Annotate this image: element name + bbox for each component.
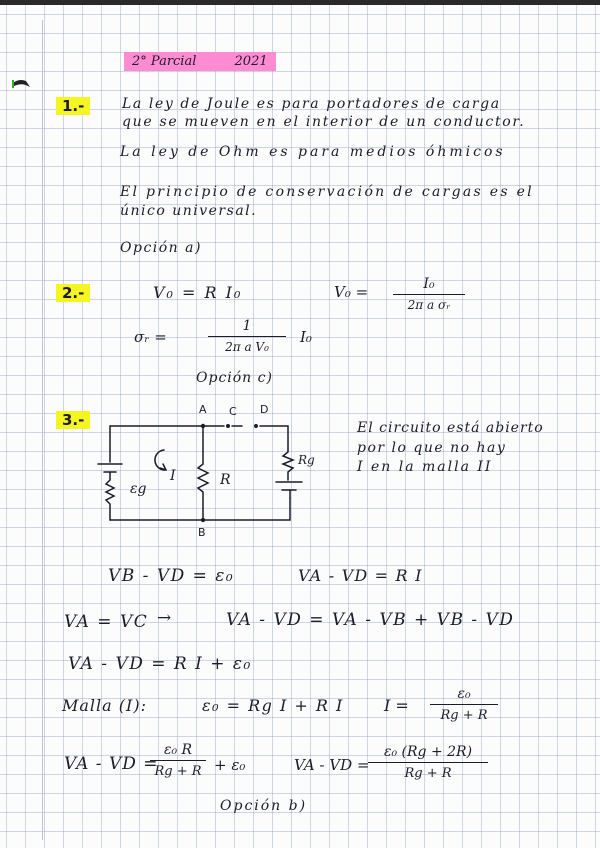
node-a-label: A [199,403,207,416]
q3-eq7-denominator: Rg + R [154,764,202,779]
q3-equation-1: VB - VD = ε₀ [108,566,235,586]
q2-equation-2-fraction [393,276,465,312]
q3-equation-3-rhs: VA - VD = VA - VB + VB - VD [226,610,515,630]
q2-eq2-numerator: I₀ [393,276,465,295]
q1-line-3: La ley de Ohm es para medios óhmicos [120,144,506,160]
resistor-r [198,426,208,520]
q2-equation-3-rhs: I₀ [300,328,312,346]
q3-note-line-2: por lo que no hay [357,440,507,456]
q2-eq3-denominator: 2π a V₀ [225,340,269,354]
q3-equation-5: ε₀ = Rg I + R I [202,696,344,715]
circuit-diagram [90,402,320,542]
q3-eq6-denominator: Rg + R [440,708,488,723]
source-rg-label: Rg [298,453,315,467]
q3-equation-7-fraction [150,742,206,779]
question-1-number: 1.- [56,97,90,115]
q3-equation-4: VA - VD = R I + ε₀ [68,654,252,674]
source-internal-resistor-left [106,472,114,520]
node-d-dot [254,424,258,428]
title-year: 2021 [234,54,268,69]
q3-answer: Opción b) [220,798,308,814]
q3-equation-2: VA - VD = R I [298,566,423,585]
q1-line-1: La ley de Joule es para portadores de carga [122,96,501,112]
q1-answer: Opción a) [120,240,202,256]
node-a-dot [201,424,205,428]
ink-mark [10,78,32,88]
resistor-r-label: R [220,472,231,488]
q3-eq8-numerator: ε₀ (Rg + 2R) [368,744,488,763]
q2-equation-3-fraction [208,318,286,354]
page-top-edge [0,0,600,5]
question-3-number: 3.- [56,411,90,429]
q3-mesh-label: Malla (I): [62,696,147,715]
q3-note-line-3: I en la malla II [357,459,493,475]
node-c-dot [226,424,230,428]
source-eg-label: εg [130,481,147,497]
wire-d-right [260,426,288,450]
q3-equation-7-lhs: VA - VD = [64,754,159,774]
q3-eq6-numerator: ε₀ [430,686,498,705]
q3-equation-3-lhs: VA = VC [64,612,149,632]
q1-line-2: que se mueven en el interior de un conductor. [122,114,526,130]
q3-equation-6-fraction [430,686,498,723]
q3-equation-8-lhs: VA - VD = [294,756,370,774]
q3-equation-8-fraction [368,744,488,781]
q3-equation-7-rhs: + ε₀ [214,756,246,774]
q2-eq2-denominator: 2π a σᵣ [407,298,451,312]
margin-line [42,20,43,840]
q2-eq3-numerator: 1 [208,318,286,337]
q3-eq7-numerator: ε₀ R [150,742,206,761]
q1-line-4: El principio de conservación de cargas es el [120,184,534,200]
current-label: I [170,468,176,484]
q3-note-line-1: El circuito está abierto [357,420,544,436]
node-c-label: C [229,405,237,418]
node-b-label: B [198,526,206,539]
q2-equation-1: V₀ = R I₀ [153,283,243,302]
question-2-number: 2.- [56,284,90,302]
title-exam: 2° Parcial [132,54,197,69]
page-title [124,52,276,71]
arrow-icon: → [157,608,172,628]
q3-eq8-denominator: Rg + R [404,766,452,781]
q3-equation-6-lhs: I = [384,696,409,715]
q1-line-5: único universal. [120,203,258,219]
node-d-label: D [260,403,269,416]
node-b-dot [201,518,205,522]
q2-answer: Opción c) [196,370,273,386]
q2-equation-2-lhs: V₀ = [334,283,369,301]
q2-equation-3-lhs: σᵣ = [134,328,167,346]
wire-bottom [110,498,290,520]
resistor-rg [283,450,293,480]
